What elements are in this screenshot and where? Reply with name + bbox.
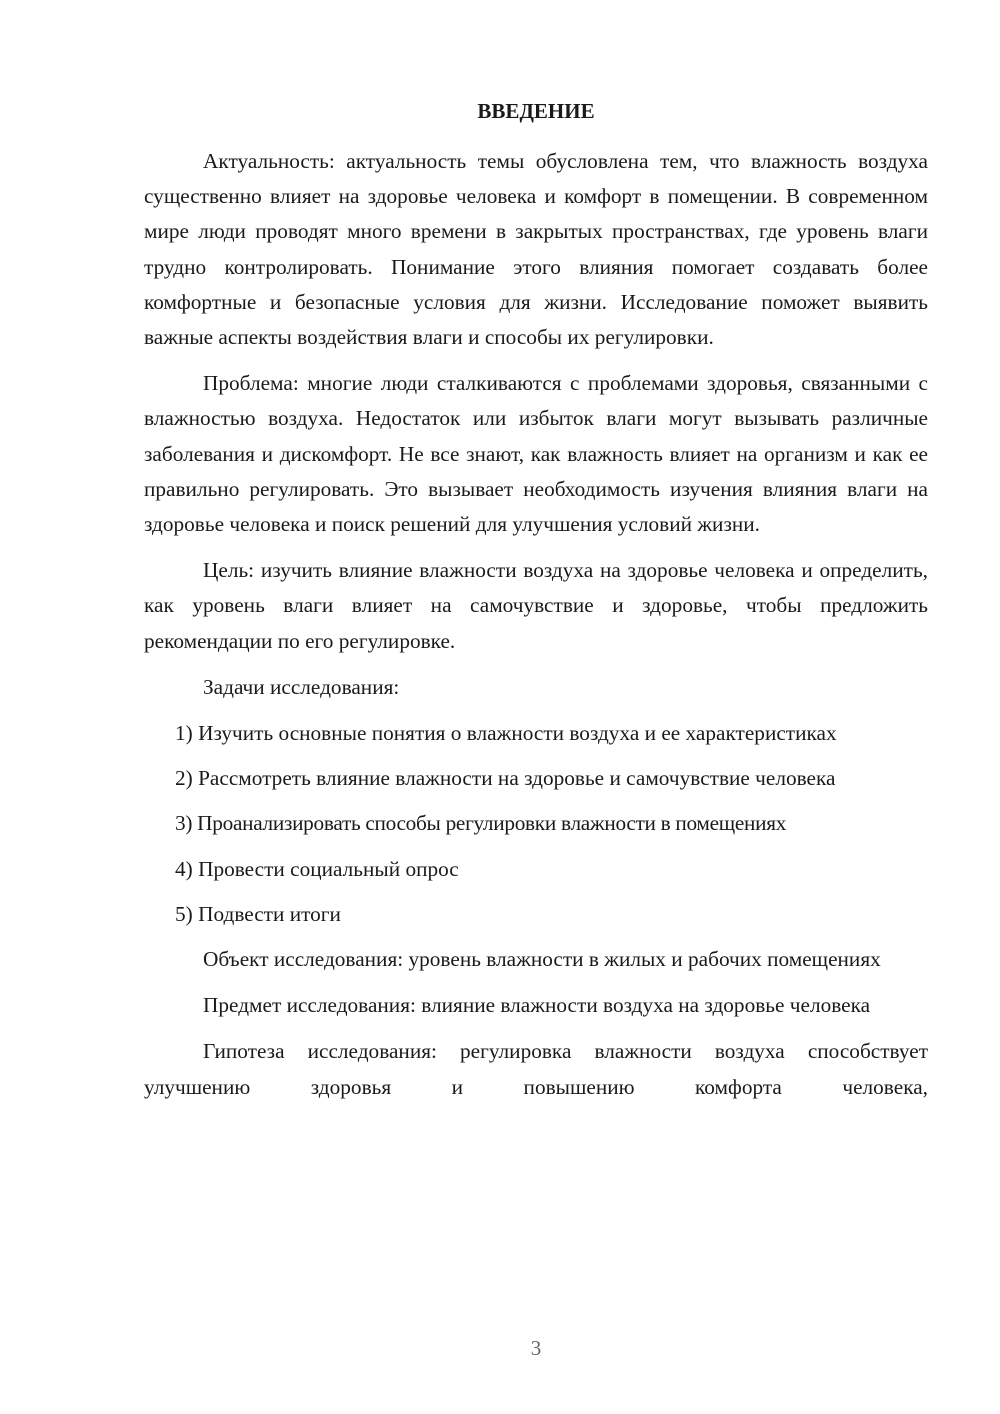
task-item-2: 2) Рассмотреть влияние влажности на здоровье и самочувствие человека xyxy=(175,766,836,791)
paragraph-relevance: Актуальность: актуальность темы обусловлена тем, что влажность воздуха существенно влияет на здоровье человека и комфорт в помещении. В современном мире люди проводят много времени в закрытых пространствах, где уровень влаги трудно контролировать. Понимание этого влияния помогает создавать более комфортные и безопасные условия для жизни. Исследование поможет выявить важные аспекты воздействия влаги и способы их регулировки. xyxy=(144,149,928,350)
page-number: 3 xyxy=(530,1336,542,1360)
paragraph-subject: Предмет исследования: влияние влажности воздуха на здоровье человека xyxy=(203,993,871,1018)
task-item-3: 3) Проанализировать способы регулировки влажности в помещениях xyxy=(175,811,787,836)
page-title: ВВЕДЕНИЕ xyxy=(477,99,595,123)
task-item-1: 1) Изучить основные понятия о влажности воздуха и ее характеристиках xyxy=(175,721,837,746)
document-body xyxy=(144,144,928,1116)
paragraph-problem: Проблема: многие люди сталкиваются с проблемами здоровья, связанными с влажностью воздуха. Недостаток или избыток влаги могут вызывать различные заболевания и дискомфорт. Не все знают, как влажность влияет на организм и как ее правильно регулировать. Это вызывает необходимость изучения влияния влаги на здоровье человека и поиск решений для улучшения условий жизни. xyxy=(144,371,928,537)
paragraph-hypothesis: Гипотеза исследования: регулировка влажности воздуха способствует улучшению здоровья и повышению комфорта человека, xyxy=(144,1039,928,1099)
tasks-heading: Задачи исследования: xyxy=(203,674,400,699)
paragraph-goal: Цель: изучить влияние влажности воздуха на здоровье человека и определить, как уровень влаги влияет на самочувствие и здоровье, чтобы предложить рекомендации по его регулировке. xyxy=(144,558,928,653)
paragraph-object: Объект исследования: уровень влажности в жилых и рабочих помещениях xyxy=(203,947,881,972)
task-item-5: 5) Подвести итоги xyxy=(175,901,341,926)
task-item-4: 4) Провести социальный опрос xyxy=(175,856,459,881)
